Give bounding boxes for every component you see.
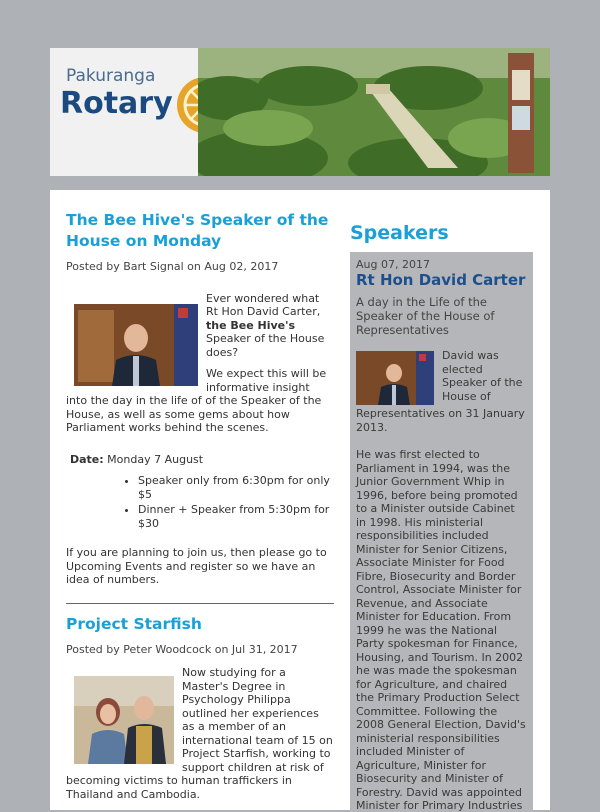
newsletter	[50, 48, 550, 812]
post-title[interactable]: Project Starfish	[66, 614, 202, 633]
date-label: Date:	[70, 452, 104, 466]
intro-text: Ever wondered what Rt Hon David Carter,	[206, 291, 321, 318]
header-banner	[50, 48, 550, 176]
speaker-name[interactable]: Rt Hon David Carter	[356, 270, 526, 289]
pricing-list	[66, 474, 334, 530]
event-date	[70, 453, 334, 467]
philippa-photo	[74, 676, 174, 764]
content-card	[50, 190, 550, 810]
speaker-date: Aug 07, 2017	[356, 258, 430, 271]
brand-line2: Rotary	[60, 86, 173, 121]
list-item: • Dinner + Speaker from 5:30pm for $30	[138, 503, 334, 530]
david-carter-photo	[74, 304, 198, 386]
news-column	[66, 210, 334, 801]
post-meta: Posted by Bart Signal on Aug 02, 2017	[66, 260, 279, 273]
post-meta: Posted by Peter Woodcock on Jul 31, 2017	[66, 642, 298, 656]
speaker-subtitle: A day in the Life of the Speaker of the House of Representatives	[356, 295, 495, 337]
intro-text-end: Speaker of the House does?	[206, 332, 325, 359]
list-item: • Speaker only from 6:30pm for only $5	[138, 474, 334, 501]
walkway-photo	[198, 48, 550, 176]
intro-bold: the Bee Hive's	[206, 318, 296, 332]
divider	[66, 603, 334, 604]
speaker-bio-2: He was first elected to Parliament in 1994, was the Junior Government Whip in 1996, before being promoted to a Minister outside Cabinet in 1998. His ministerial responsibilities included Minister for Senior Citizens, Associate Minister for Food Fibre, Biosecurity and Border Control, Associate Minister for Revenue, and Associate Minister for Education. From 1999 he was the National Party spokesman for Finance, Housing, and Tourism. In 2002 he was made the spokesman for Agriculture, and chaired the Primary Production Select Committee. Following the 2008 General Election, David's ministerial responsibilities included Minister of Agriculture, Minister for Biosecurity and Minister of Forestry. David was appointed Minister for Primary Industries	[356, 448, 526, 812]
post-closing: If you are planning to join us, then please go to Upcoming Events and register so we have an idea of numbers.	[66, 546, 327, 586]
brand-line1: Pakuranga	[66, 66, 156, 86]
speaker-bio-1: David was elected Speaker of the House of Representatives on 31 January 2013.	[356, 349, 525, 434]
sidebar-title: Speakers	[350, 222, 449, 244]
post-body: Now studying for a Master's Degree in Psychology Philippa outlined her experiences as a member of an international team of 15 on Project Starfish, working to support children at risk of becoming victims to human traffickers in Thailand and Cambodia.	[66, 666, 333, 801]
post-body: We expect this will be informative insight into the day in the life of of the Speaker of the House, as well as some gems about how Parliament works behind the scenes.	[66, 367, 327, 434]
date-value: Monday 7 August	[107, 452, 204, 466]
post-title[interactable]: The Bee Hive's Speaker of the House on Monday	[66, 211, 329, 250]
speaker-photo	[356, 351, 434, 405]
speakers-sidebar	[350, 252, 533, 812]
